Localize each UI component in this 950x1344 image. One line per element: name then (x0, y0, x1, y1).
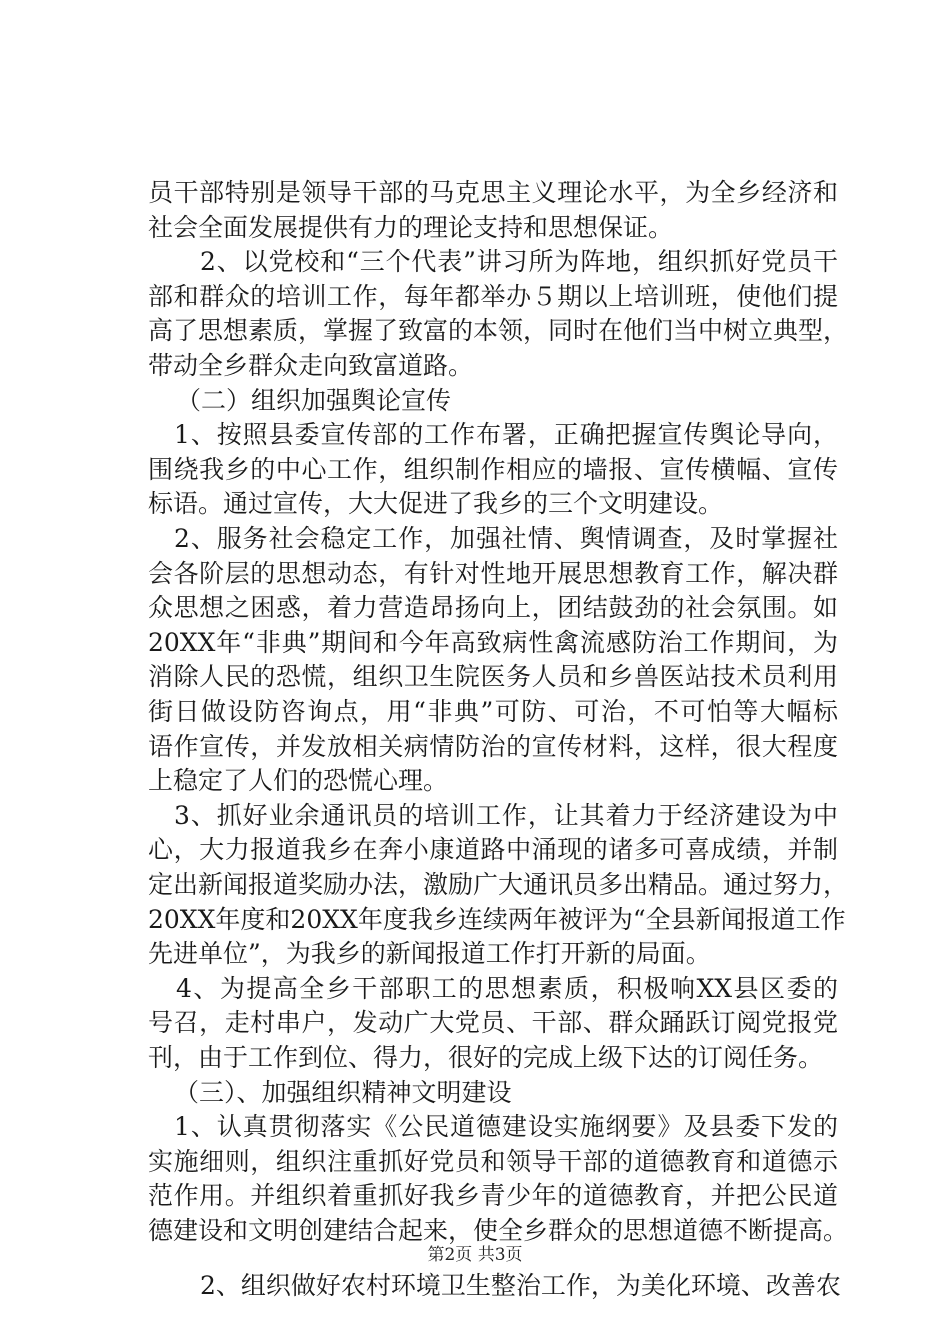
text-line: 标语。通过宣传，大大促进了我乡的三个文明建设。 (148, 489, 724, 519)
text-line: 实施细则，组织注重抓好党员和领导干部的道德教育和道德示 (148, 1146, 838, 1176)
text-line: 定出新闻报道奖励办法，激励广大通讯员多出精品。通过努力， (148, 870, 849, 899)
paragraph-2-4-start: 4、为提高全乡干部职工的思想素质，积极响XX县区委的 (176, 973, 838, 1003)
paragraph-3-2-start: 2、组织做好农村环境卫生整治工作，为美化环境、改善农 (200, 1270, 841, 1300)
text-line: 20XX年度和20XX年度我乡连续两年被评为“全县新闻报道工作 (148, 904, 846, 934)
text-line: 语作宣传，并发放相关病情防治的宣传材料，这样，很大程度 (148, 731, 838, 761)
section-heading-3: （三）、加强组织精神文明建设 (174, 1077, 512, 1107)
text-line: 心，大力报道我乡在奔小康道路中涌现的诸多可喜成绩，并制 (148, 835, 838, 865)
text-line: 德建设和文明创建结合起来，使全乡群众的思想道德不断提高。 (148, 1216, 849, 1245)
text-line: 范作用。并组织着重抓好我乡青少年的道德教育，并把公民道 (148, 1181, 838, 1211)
paragraph-2-1-start: 1、按照县委宣传部的工作布署，正确把握宣传舆论导向， (174, 420, 838, 450)
text-line: 消除人民的恐慌，组织卫生院医务人员和乡兽医站技术员利用 (148, 662, 838, 692)
text-line: 带动全乡群众走向致富道路。 (148, 351, 474, 380)
section-heading-2: （二）组织加强舆论宣传 (176, 385, 452, 415)
text-line: 众思想之困惑，着力营造昂扬向上，团结鼓劲的社会氛围。如 (148, 593, 838, 623)
text-line: 街日做设防咨询点，用“非典”可防、可治，不可怕等大幅标 (148, 697, 838, 726)
text-line: 部和群众的培训工作，每年都举办５期以上培训班，使他们提 (148, 281, 838, 311)
text-line: 上稳定了人们的恐慌心理。 (148, 766, 449, 796)
paragraph-2-3-start: 3、抓好业余通讯员的培训工作，让其着力于经济建设为中 (174, 800, 838, 830)
page-footer: 第2页 共3页 (427, 1245, 523, 1265)
text-line: 会各阶层的思想动态，有针对性地开展思想教育工作，解决群 (148, 558, 838, 588)
text-line: 20XX年“非典”期间和今年高致病性禽流感防治工作期间，为 (148, 627, 838, 657)
text-line: 员干部特别是领导干部的马克思主义理论水平，为全乡经济和 (148, 178, 838, 207)
text-line: 社会全面发展提供有力的理论支持和思想保证。 (148, 212, 674, 242)
text-line: 刊，由于工作到位、得力，很好的完成上级下达的订阅任务。 (148, 1043, 824, 1072)
paragraph-2-start: 2、以党校和“三个代表”讲习所为阵地，组织抓好党员干 (200, 247, 838, 277)
text-line: 围绕我乡的中心工作，组织制作相应的墙报、宣传横幅、宣传 (148, 454, 838, 484)
text-line: 高了思想素质，掌握了致富的本领，同时在他们当中树立典型， (148, 316, 849, 346)
paragraph-3-1-start: 1、认真贯彻落实《公民道德建设实施纲要》及县委下发的 (174, 1112, 838, 1142)
text-line: 号召，走村串户，发动广大党员、干部、群众踊跃订阅党报党 (148, 1008, 838, 1038)
paragraph-2-2-start: 2、服务社会稳定工作，加强社情、舆情调查，及时掌握社 (174, 524, 838, 553)
text-line: 先进单位”，为我乡的新闻报道工作打开新的局面。 (148, 939, 711, 969)
